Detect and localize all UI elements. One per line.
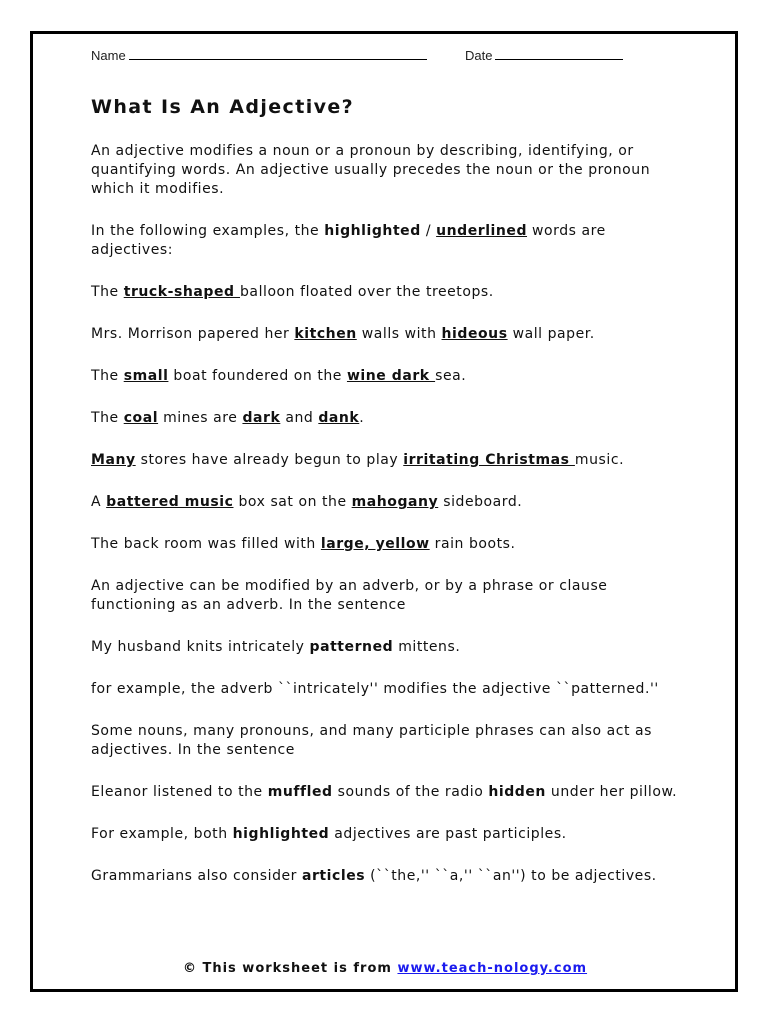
text: Mrs. Morrison papered her <box>91 326 295 342</box>
date-blank[interactable] <box>495 47 623 60</box>
text: under her pillow. <box>545 784 678 800</box>
highlighted-word: articles <box>301 868 366 884</box>
adjective: dark <box>242 410 281 426</box>
name-date-header <box>91 47 493 63</box>
text: My husband knits intricately <box>91 639 310 655</box>
name-blank[interactable] <box>129 47 427 60</box>
text: A <box>91 494 107 510</box>
text: The <box>91 368 124 384</box>
highlighted-word: highlighted <box>232 826 330 842</box>
text: The back room was filled with <box>91 536 321 552</box>
adjective: wine dark <box>346 368 436 384</box>
text: The <box>91 284 124 300</box>
example-sentence <box>91 493 691 512</box>
date-label: Date <box>465 48 493 63</box>
text: balloon floated over the treetops. <box>240 284 494 300</box>
text: . <box>359 410 365 426</box>
text: Eleanor listened to the <box>91 784 268 800</box>
text: In the following examples, the <box>91 223 325 239</box>
text: mines are <box>158 410 243 426</box>
intro-paragraph: An adjective modifies a noun or a pronoun by describing, identifying, or quantifying words. An adjective usually precedes the noun or the pronoun which it modifies. <box>91 143 651 197</box>
text: walls with <box>356 326 442 342</box>
text: stores have already begun to play <box>135 452 404 468</box>
adjective: mahogany <box>351 494 439 510</box>
date-field <box>465 47 623 63</box>
adjective: muffled <box>267 784 333 800</box>
participles-note <box>91 825 691 844</box>
examples-intro <box>91 222 691 260</box>
articles-note <box>91 867 691 886</box>
adjective: small <box>123 368 169 384</box>
example-sentence <box>91 409 691 428</box>
highlighted-word: highlighted <box>324 223 421 239</box>
text: and <box>280 410 319 426</box>
text: mittens. <box>393 639 461 655</box>
nouns-paragraph: Some nouns, many pronouns, and many participle phrases can also act as adjectives. In the sentence <box>91 723 652 758</box>
page-title: What Is An Adjective? <box>91 96 355 118</box>
footer-text: © This worksheet is from <box>182 961 398 976</box>
example-sentence <box>91 638 691 657</box>
text: The <box>91 410 124 426</box>
text: For example, both <box>91 826 233 842</box>
name-label: Name <box>91 48 126 63</box>
footer-link[interactable]: www.teach-nology.com <box>397 961 588 976</box>
text: wall paper. <box>507 326 595 342</box>
adjective: dank <box>318 410 360 426</box>
adjective: kitchen <box>294 326 357 342</box>
text: (``the,'' ``a,'' ``an'') to be adjectives. <box>365 868 657 884</box>
example-sentence <box>91 283 691 302</box>
example-sentence <box>91 783 691 802</box>
worksheet-body <box>91 142 691 886</box>
adjective: truck-shaped <box>123 284 240 300</box>
example-sentence <box>91 367 691 386</box>
text: sounds of the radio <box>332 784 489 800</box>
text: adjectives are past participles. <box>329 826 567 842</box>
adverb-paragraph: An adjective can be modified by an adverb, or by a phrase or clause functioning as an adverb. In the sentence <box>91 578 608 613</box>
adjective: battered music <box>106 494 234 510</box>
footer <box>0 961 770 976</box>
text: Grammarians also consider <box>91 868 302 884</box>
example-sentence <box>91 451 691 470</box>
text: rain boots. <box>429 536 516 552</box>
adjective: Many <box>91 452 136 468</box>
adjective: hideous <box>441 326 508 342</box>
adjective: patterned <box>309 639 394 655</box>
text: sea. <box>435 368 467 384</box>
text: sideboard. <box>438 494 523 510</box>
text: boat foundered on the <box>168 368 347 384</box>
adjective: hidden <box>488 784 546 800</box>
adjective: large, yellow <box>320 536 430 552</box>
example-explanation: for example, the adverb ``intricately'' modifies the adjective ``patterned.'' <box>91 681 659 697</box>
text: box sat on the <box>233 494 352 510</box>
example-sentence <box>91 535 691 554</box>
text: music. <box>574 452 625 468</box>
text: words are adjectives: <box>91 223 606 258</box>
underlined-word: underlined <box>436 223 528 239</box>
adjective: coal <box>123 410 159 426</box>
text: / <box>420 223 437 239</box>
adjective: irritating Christmas <box>403 452 575 468</box>
example-sentence <box>91 325 691 344</box>
